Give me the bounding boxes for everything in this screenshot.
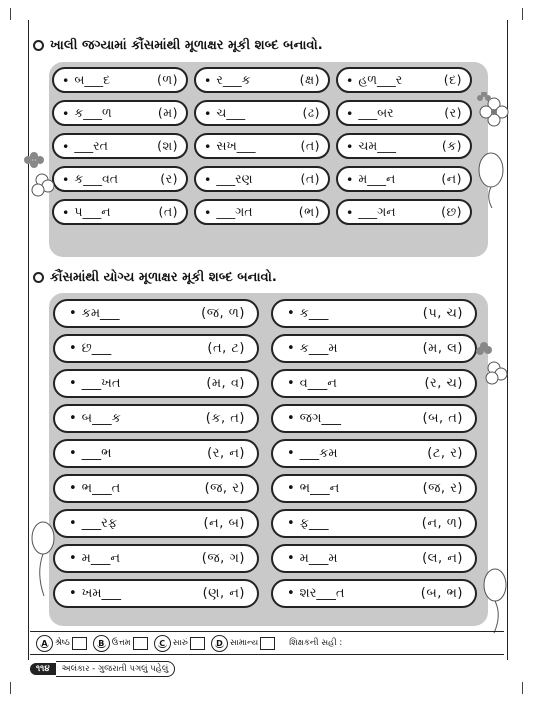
section2-exercise-item [271, 439, 477, 468]
letter-hint: (મ, વ) [206, 376, 245, 391]
section2-exercise-item [271, 369, 477, 398]
letter-hint: (ર, ન) [207, 446, 245, 461]
bullet-icon: • [346, 204, 354, 220]
letter-hint: (ણ, ન) [202, 586, 245, 601]
exercise-word [62, 171, 118, 187]
word-with-blank[interactable]: ___ખત [81, 376, 121, 391]
section1-exercise-item [194, 133, 330, 159]
balloon-decoration-icon [28, 518, 58, 598]
exercise-word [346, 138, 396, 154]
teacher-signature-label: શિક્ષકની સહી : [289, 638, 343, 648]
word-with-blank[interactable]: ચ___ [216, 105, 246, 120]
word-with-blank[interactable]: ચમ___ [358, 138, 396, 153]
circle-bullet-icon [33, 272, 44, 283]
exercise-word [287, 376, 337, 391]
word-with-blank[interactable]: પ___ન [74, 204, 111, 219]
section1-exercise-item [52, 166, 188, 192]
section1-exercise-item [194, 67, 330, 93]
word-with-blank[interactable]: ___રત [74, 138, 108, 153]
section2-exercise-item [53, 509, 259, 538]
bullet-icon: • [62, 72, 70, 88]
letter-hint: (ત) [300, 138, 320, 153]
section2-exercise-item [53, 544, 259, 573]
grade-checkbox[interactable] [133, 637, 148, 650]
exercise-word [346, 204, 396, 220]
section1-exercise-item [52, 67, 188, 93]
bullet-icon: • [69, 516, 77, 531]
exercise-word [69, 586, 121, 601]
word-with-blank[interactable]: મ___ન [358, 171, 396, 186]
section1-exercise-item [336, 133, 472, 159]
word-with-blank[interactable]: કમ___ [81, 306, 120, 321]
exercise-word [62, 138, 108, 154]
section2-exercise-item [271, 544, 477, 573]
letter-hint: (બ, ત) [422, 411, 463, 426]
grade-option-d [211, 635, 275, 652]
bullet-icon: • [204, 72, 212, 88]
word-with-blank[interactable]: છ___ [81, 341, 112, 356]
grade-label: સારું [172, 638, 188, 648]
section2-exercise-item [271, 299, 477, 328]
word-with-blank[interactable]: ___ગત [216, 204, 253, 219]
letter-hint: (શ) [157, 138, 178, 153]
exercise-word [69, 551, 120, 566]
letter-hint: (ટ, ર) [427, 446, 463, 461]
section2-exercise-item [53, 439, 259, 468]
letter-hint: (ન) [441, 171, 462, 186]
bullet-icon: • [204, 138, 212, 154]
section2-exercise-item [271, 579, 477, 608]
exercise-word [287, 446, 338, 461]
exercise-word [62, 72, 110, 88]
exercise-word [69, 411, 121, 426]
bullet-icon: • [204, 204, 212, 220]
letter-hint: (ર) [444, 105, 462, 120]
section2-grid [53, 299, 477, 608]
page-number: ૧૧૪ [30, 663, 56, 675]
bullet-icon: • [346, 105, 354, 121]
grade-option-c [154, 635, 205, 652]
letter-hint: (ર) [160, 171, 178, 186]
letter-hint: (ક્ષ) [299, 72, 320, 87]
grade-option-b [93, 635, 148, 652]
bullet-icon: • [62, 138, 70, 154]
exercise-word [69, 446, 112, 461]
section2-exercise-item [271, 334, 477, 363]
exercise-word [69, 481, 120, 496]
word-with-blank[interactable]: ક___મ [299, 341, 338, 356]
word-with-blank[interactable]: ફ___ [299, 516, 329, 531]
grading-footer [30, 631, 504, 655]
grade-checkbox[interactable] [190, 637, 205, 650]
bullet-icon: • [62, 171, 70, 187]
section2-exercise-item [53, 369, 259, 398]
smiley-face-icon: D [211, 635, 228, 652]
word-with-blank[interactable]: હળ___ર [358, 72, 403, 87]
letter-hint: (મ, લ) [422, 341, 463, 356]
exercise-word [287, 306, 328, 321]
section2-exercise-item [53, 299, 259, 328]
bullet-icon: • [69, 551, 77, 566]
bullet-icon: • [62, 204, 70, 220]
bullet-icon: • [69, 306, 77, 321]
word-with-blank[interactable]: ર___ક [216, 72, 251, 87]
letter-hint: (બ, ભ) [420, 586, 463, 601]
word-with-blank[interactable]: મ___મ [299, 551, 338, 566]
exercise-word [287, 551, 338, 566]
crop-mark [522, 682, 523, 694]
section1-grid [52, 67, 472, 225]
section2-exercise-item [53, 404, 259, 433]
section2-exercise-item [53, 579, 259, 608]
section1-exercise-item [336, 199, 472, 225]
letter-hint: (ત) [158, 204, 178, 219]
bullet-icon: • [69, 586, 77, 601]
section2-heading [33, 270, 277, 285]
bullet-icon: • [287, 306, 295, 321]
bullet-icon: • [287, 551, 295, 566]
exercise-word [204, 138, 256, 154]
section2-exercise-item [53, 334, 259, 363]
exercise-word [62, 204, 111, 220]
exercise-word [204, 72, 250, 88]
word-with-blank[interactable]: બ___દ [74, 72, 111, 87]
word-with-blank[interactable]: સખ___ [216, 138, 256, 153]
bullet-icon: • [69, 376, 77, 391]
letter-hint: (છ) [441, 204, 462, 219]
section2-exercise-item [53, 474, 259, 503]
grade-checkbox[interactable] [72, 637, 87, 650]
bullet-icon: • [69, 411, 77, 426]
word-with-blank[interactable]: મ___ન [81, 551, 121, 566]
letter-hint: (ળ) [156, 72, 178, 87]
section1-exercise-item [194, 199, 330, 225]
section1-exercise-item [336, 166, 472, 192]
bullet-icon: • [69, 481, 77, 496]
flower-decoration-icon [24, 150, 54, 200]
flower-decoration-icon [474, 92, 514, 142]
bullet-icon: • [69, 341, 77, 356]
letter-hint: (ઢ) [302, 105, 320, 120]
bullet-icon: • [204, 105, 212, 121]
word-with-blank[interactable]: ક___ળ [74, 105, 112, 120]
exercise-word [346, 105, 394, 121]
exercise-word [287, 516, 328, 531]
crop-mark [522, 8, 523, 20]
word-with-blank[interactable]: ખમ___ [81, 586, 122, 601]
book-title: અલંકાર - ગુજરાતી પગલું પહેલું [56, 661, 176, 677]
section2-exercise-item [271, 404, 477, 433]
letter-hint: (જ, ર) [204, 481, 245, 496]
letter-hint: (જ, ગ) [201, 551, 245, 566]
balloon-decoration-icon [476, 150, 506, 210]
section2-heading-text: કૌંસમાંથી યોગ્ય મૂળાક્ષર મૂકી શબ્દ બનાવો. [50, 270, 277, 285]
word-with-blank[interactable]: ___રફ [81, 516, 118, 531]
bullet-icon: • [346, 72, 354, 88]
page-tab [30, 661, 175, 677]
section1-exercise-item [336, 100, 472, 126]
word-with-blank[interactable]: ___બર [358, 105, 394, 120]
bullet-icon: • [287, 516, 295, 531]
exercise-word [287, 411, 341, 426]
word-with-blank[interactable]: વ___ન [299, 376, 337, 391]
section1-exercise-item [52, 100, 188, 126]
exercise-word [69, 376, 120, 391]
exercise-word [287, 341, 338, 356]
smiley-face-icon: C [154, 635, 171, 652]
section1-exercise-item [194, 100, 330, 126]
bullet-icon: • [287, 376, 295, 391]
letter-hint: (ક, ત) [205, 411, 245, 426]
word-with-blank[interactable]: ___કમ [299, 446, 338, 461]
section1-heading-text: ખાલી જગ્યામાં કૌંસમાંથી મૂળાક્ષર મૂકી શબ્દ બનાવો. [50, 38, 323, 53]
bullet-icon: • [62, 105, 70, 121]
grade-checkbox[interactable] [260, 637, 275, 650]
section2-exercise-item [271, 509, 477, 538]
exercise-word [287, 481, 339, 496]
exercise-word [62, 105, 112, 121]
grade-label: ઉત્તમ [111, 638, 131, 648]
letter-hint: (ત, ટ) [207, 341, 245, 356]
bullet-icon: • [287, 446, 295, 461]
word-with-blank[interactable]: ___ગન [358, 204, 396, 219]
letter-hint: (લ, ન) [422, 551, 463, 566]
circle-bullet-icon [33, 40, 44, 51]
smiley-face-icon: B [93, 635, 110, 652]
letter-hint: (ક) [441, 138, 462, 153]
letter-hint: (ન, ળ) [421, 516, 463, 531]
exercise-word [204, 105, 245, 121]
smiley-face-icon: A [36, 635, 53, 652]
word-with-blank[interactable]: ___રણ [216, 171, 253, 186]
bullet-icon: • [287, 411, 295, 426]
exercise-word [204, 204, 253, 220]
grade-label: શ્રેષ્ઠ [55, 638, 70, 648]
exercise-word [346, 171, 395, 187]
letter-hint: (જ, ળ) [201, 306, 245, 321]
word-with-blank[interactable]: શર___ત [299, 586, 345, 601]
word-with-blank[interactable]: ક___ [299, 306, 329, 321]
word-with-blank[interactable]: ___ભ [81, 446, 112, 461]
letter-hint: (જ, ર) [422, 481, 463, 496]
letter-hint: (દ) [443, 72, 462, 87]
letter-hint: (ત) [300, 171, 320, 186]
exercise-word [69, 516, 117, 531]
letter-hint: (મ) [157, 105, 178, 120]
bullet-icon: • [346, 138, 354, 154]
letter-hint: (ભ) [298, 204, 320, 219]
word-with-blank[interactable]: ભ___ન [299, 481, 340, 496]
bullet-icon: • [287, 341, 295, 356]
bullet-icon: • [204, 171, 212, 187]
crop-mark [10, 682, 11, 694]
section1-exercise-item [194, 166, 330, 192]
exercise-word [346, 72, 402, 88]
grade-label: સામાન્ય [229, 638, 259, 648]
word-with-blank[interactable]: ક___વત [74, 171, 119, 186]
crop-mark [10, 8, 11, 20]
letter-hint: (ર, ચ) [424, 376, 463, 391]
letter-hint: (ન, બ) [203, 516, 245, 531]
bullet-icon: • [69, 446, 77, 461]
exercise-word [287, 586, 345, 601]
section1-exercise-item [336, 67, 472, 93]
exercise-word [204, 171, 253, 187]
section1-exercise-item [52, 133, 188, 159]
word-with-blank[interactable]: ભ___ત [81, 481, 121, 496]
letter-hint: (પ, ચ) [422, 306, 463, 321]
exercise-word [69, 341, 111, 356]
exercise-word [69, 306, 120, 321]
balloon-decoration-icon [480, 565, 510, 635]
bullet-icon: • [346, 171, 354, 187]
section1-heading [33, 38, 323, 53]
word-with-blank[interactable]: બ___ક [81, 411, 121, 426]
grade-option-a [36, 635, 87, 652]
section1-exercise-item [52, 199, 188, 225]
flower-decoration-icon [474, 340, 508, 390]
word-with-blank[interactable]: જગ___ [299, 411, 341, 426]
section2-exercise-item [271, 474, 477, 503]
bullet-icon: • [287, 586, 295, 601]
bullet-icon: • [287, 481, 295, 496]
